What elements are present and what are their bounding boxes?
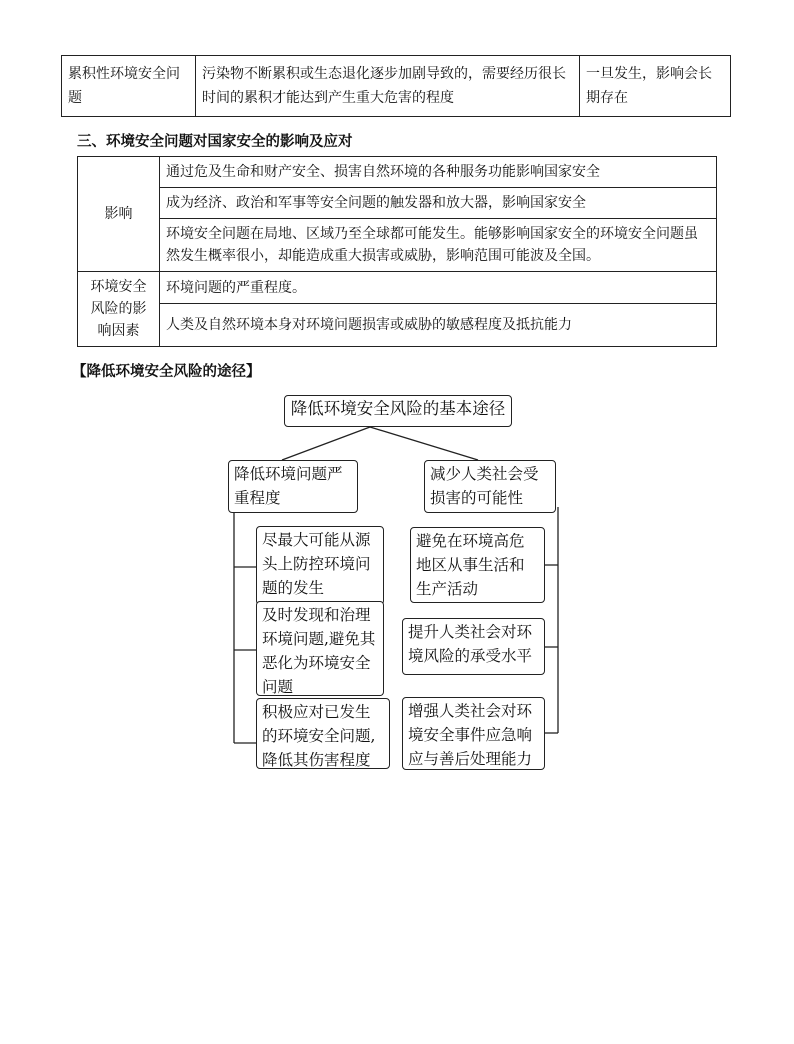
issue-impact-cell: 一旦发生，影响会长期存在 [580, 56, 731, 117]
left-item-node: 及时发现和治理环境问题,避免其恶化为环境安全问题 [256, 601, 384, 696]
root-node: 降低环境安全风险的基本途径 [284, 395, 512, 427]
impact-item: 通过危及生命和财产安全、损害自然环境的各种服务功能影响国家安全 [160, 157, 717, 188]
right-item-node: 增强人类社会对环境安全事件应急响应与善后处理能力 [402, 697, 545, 770]
right-branch-node: 减少人类社会受损害的可能性 [424, 460, 556, 513]
impact-item: 环境安全问题在局地、区域乃至全球都可能发生。能够影响国家安全的环境安全问题虽然发生概率很小，却能造成重大损害或威胁，影响范围可能波及全国。 [160, 219, 717, 272]
factor-item: 人类及自然环境本身对环境问题损害或威胁的敏感程度及抵抗能力 [160, 304, 717, 347]
impact-item: 成为经济、政治和军事等安全问题的触发器和放大器，影响国家安全 [160, 188, 717, 219]
issue-description-cell: 污染物不断累积或生态退化逐步加剧导致的，需要经历很长时间的累积才能达到产生重大危害的程度 [196, 56, 580, 117]
diagram-heading: 【降低环境安全风险的途径】 [72, 364, 261, 380]
impact-label: 影响 [78, 157, 160, 272]
left-item-node: 积极应对已发生的环境安全问题,降低其伤害程度 [256, 698, 390, 769]
section-heading: 三、环境安全问题对国家安全的影响及应对 [77, 134, 353, 150]
issue-type-cell: 累积性环境安全问题 [62, 56, 196, 117]
right-item-node: 提升人类社会对环境风险的承受水平 [402, 618, 545, 675]
left-branch-node: 降低环境问题严重程度 [228, 460, 358, 513]
factor-item: 环境问题的严重程度。 [160, 272, 717, 304]
left-item-node: 尽最大可能从源头上防控环境问题的发生 [256, 526, 384, 605]
factors-label: 环境安全风险的影响因素 [78, 272, 160, 347]
right-item-node: 避免在环境高危地区从事生活和生产活动 [410, 527, 545, 603]
